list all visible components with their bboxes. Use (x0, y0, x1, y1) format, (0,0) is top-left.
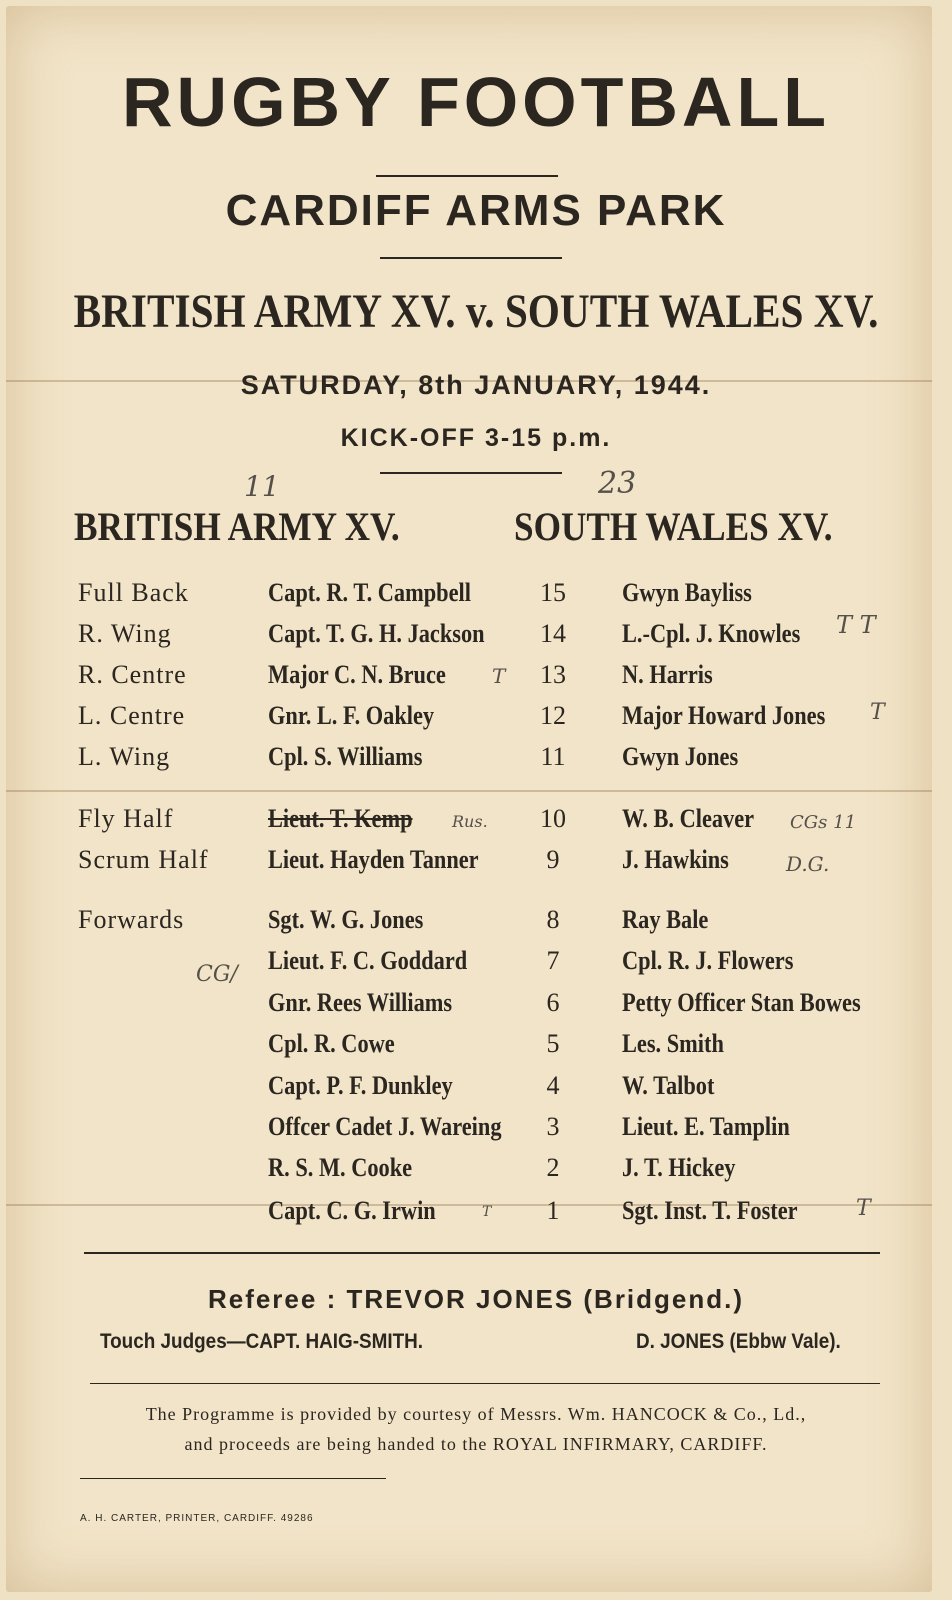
courtesy-note: The Programme is provided by courtesy of Messrs. Wm. HANCOCK & Co., Ld., (145, 1404, 807, 1424)
jersey-number: 15 (540, 578, 566, 607)
jersey-number: 7 (546, 946, 560, 975)
wales-player: Petty Officer Stan Bowes (622, 988, 861, 1017)
handwritten-note: T (482, 1204, 492, 1220)
handwritten-score-wales: 23 (598, 466, 637, 501)
divider (90, 1383, 880, 1384)
wales-player: Lieut. E. Tamplin (622, 1112, 790, 1141)
wales-player: Les. Smith (622, 1029, 724, 1058)
wales-player: Sgt. Inst. T. Foster (622, 1196, 798, 1225)
handwritten-note: CG/ (196, 962, 238, 987)
lineup-row (0, 742, 952, 782)
lineup-row (0, 578, 952, 618)
jersey-number: 2 (546, 1153, 560, 1182)
wales-player: N. Harris (622, 660, 713, 689)
army-player: Sgt. W. G. Jones (268, 905, 424, 934)
army-player: Capt. P. F. Dunkley (268, 1071, 453, 1100)
jersey-number: 14 (540, 619, 566, 648)
programme-sheet (6, 6, 932, 1592)
handwritten-score-army: 11 (244, 470, 280, 503)
fold-crease (6, 790, 932, 792)
wales-player: Ray Bale (622, 905, 709, 934)
programme-title: RUGBY FOOTBALL (121, 63, 830, 141)
lineup-row (0, 619, 952, 659)
lineup-row (0, 1196, 952, 1236)
position-label: R. Wing (78, 619, 172, 648)
lineup-row (0, 946, 952, 986)
wales-player: Major Howard Jones (622, 701, 826, 730)
lineup-row (0, 660, 952, 700)
army-player: Lieut. T. Kemp (268, 804, 413, 833)
referee-line: Referee : TREVOR JONES (Bridgend.) (207, 1284, 745, 1314)
army-player: Major C. N. Bruce (268, 660, 446, 689)
jersey-number: 3 (546, 1112, 560, 1141)
match-date: SATURDAY, 8th JANUARY, 1944. (240, 370, 712, 400)
divider (80, 1478, 386, 1479)
wales-player: Gwyn Jones (622, 742, 739, 771)
fixture-title: BRITISH ARMY XV. v. SOUTH WALES XV. (73, 285, 879, 338)
army-player: Offcer Cadet J. Wareing (268, 1112, 502, 1141)
jersey-number: 8 (546, 905, 560, 934)
jersey-number: 12 (540, 701, 566, 730)
handwritten-note: Rus. (452, 812, 488, 831)
lineup-row (0, 1029, 952, 1069)
printer-imprint: A. H. CARTER, PRINTER, CARDIFF. 49286 (80, 1513, 314, 1524)
divider (376, 175, 558, 177)
divider (380, 257, 562, 259)
jersey-number: 9 (546, 845, 560, 874)
position-label: Fly Half (78, 804, 174, 833)
touch-judges-left: Touch Judges—CAPT. HAIG-SMITH. (100, 1330, 424, 1353)
wales-player: L.-Cpl. J. Knowles (622, 619, 801, 648)
divider (380, 472, 562, 474)
lineup-row (0, 1071, 952, 1111)
handwritten-note: CGs 11 (790, 812, 857, 833)
handwritten-note: T (492, 664, 506, 688)
army-player: Capt. C. G. Irwin (268, 1196, 436, 1225)
army-player: Lieut. F. C. Goddard (268, 946, 468, 975)
handwritten-note: T (870, 700, 885, 725)
handwritten-note: D.G. (786, 852, 830, 876)
position-label: Forwards (78, 905, 185, 934)
handwritten-note: T T (836, 611, 876, 639)
jersey-number: 1 (546, 1196, 560, 1225)
position-label: L. Wing (78, 742, 171, 771)
jersey-number: 10 (540, 804, 566, 833)
position-label: Full Back (78, 578, 189, 607)
army-player: Cpl. S. Williams (268, 742, 423, 771)
wales-player: W. B. Cleaver (622, 804, 755, 833)
position-label: Scrum Half (78, 845, 209, 874)
jersey-number: 6 (546, 988, 560, 1017)
kickoff-time: KICK-OFF 3-15 p.m. (340, 424, 612, 452)
lineup-row (0, 701, 952, 741)
position-label: R. Centre (78, 660, 187, 689)
army-player: Capt. T. G. H. Jackson (268, 619, 485, 648)
lineup-row (0, 1153, 952, 1193)
army-player: Gnr. Rees Williams (268, 988, 453, 1017)
proceeds-note: and proceeds are being handed to the ROYAL INFIRMARY, CARDIFF. (184, 1434, 768, 1454)
wales-player: W. Talbot (622, 1071, 715, 1100)
venue: CARDIFF ARMS PARK (225, 186, 727, 235)
wales-player: J. T. Hickey (622, 1153, 736, 1182)
army-player: Lieut. Hayden Tanner (268, 845, 479, 874)
jersey-number: 13 (540, 660, 566, 689)
wales-player: Cpl. R. J. Flowers (622, 946, 794, 975)
jersey-number: 5 (546, 1029, 560, 1058)
lineup-row (0, 905, 952, 945)
position-label: L. Centre (78, 701, 186, 730)
handwritten-note: T (856, 1196, 871, 1221)
wales-player: Gwyn Bayliss (622, 578, 752, 607)
jersey-number: 4 (546, 1071, 560, 1100)
team-heading-wales: SOUTH WALES XV. (514, 504, 833, 549)
divider (84, 1252, 880, 1254)
touch-judges-right: D. JONES (Ebbw Vale). (636, 1330, 841, 1353)
lineup-row (0, 1112, 952, 1152)
army-player: R. S. M. Cooke (268, 1153, 413, 1182)
army-player: Cpl. R. Cowe (268, 1029, 395, 1058)
army-player: Capt. R. T. Campbell (268, 578, 471, 607)
team-heading-army: BRITISH ARMY XV. (74, 504, 400, 549)
wales-player: J. Hawkins (622, 845, 729, 874)
jersey-number: 11 (540, 742, 566, 771)
lineup-row (0, 988, 952, 1028)
army-player: Gnr. L. F. Oakley (268, 701, 435, 730)
